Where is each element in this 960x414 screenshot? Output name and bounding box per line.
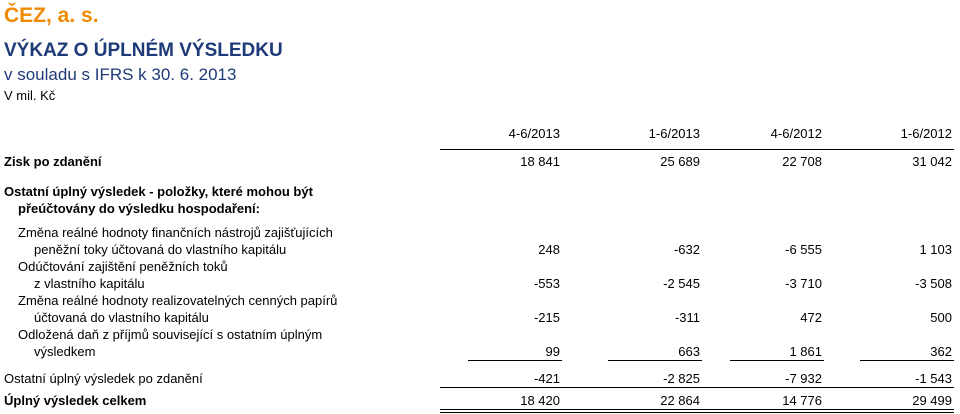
row-value: -311 xyxy=(674,310,700,325)
row-value: 29 499 xyxy=(912,393,952,408)
subtotal-rule xyxy=(468,360,562,361)
report-subtitle: v souladu s IFRS k 30. 6. 2013 xyxy=(4,65,237,84)
header-rule xyxy=(440,149,954,150)
row-value: -2 545 xyxy=(663,276,700,291)
row-value: 472 xyxy=(800,310,822,325)
row-label: z vlastního kapitálu xyxy=(34,276,145,291)
row-value: -6 555 xyxy=(785,242,822,257)
section-heading-line: Ostatní úplný výsledek - položky, které mohou být xyxy=(4,184,313,199)
row-value: -421 xyxy=(533,371,560,386)
section-heading-line: přeúčtovány do výsledku hospodaření: xyxy=(18,201,260,216)
row-value: 663 xyxy=(678,344,700,359)
row-value: 248 xyxy=(538,242,560,257)
row-value: 362 xyxy=(930,344,952,359)
row-label: Změna reálné hodnoty finančních nástrojů zajišťujících xyxy=(18,225,333,240)
row-value: -632 xyxy=(673,242,700,257)
row-value: 31 042 xyxy=(912,154,952,169)
row-label: účtovaná do vlastního kapitálu xyxy=(34,310,209,325)
row-value: 99 xyxy=(545,344,560,359)
row-value: 18 841 xyxy=(520,154,560,169)
row-value: -1 543 xyxy=(915,371,952,386)
total-rule xyxy=(440,387,954,388)
row-value: -215 xyxy=(533,310,560,325)
row-value: 25 689 xyxy=(660,154,700,169)
row-value: 14 776 xyxy=(782,393,822,408)
subtotal-rule xyxy=(608,360,702,361)
row-value: 1 861 xyxy=(789,344,822,359)
row-value: -7 932 xyxy=(785,371,822,386)
subtotal-rule xyxy=(730,360,824,361)
row-value: -2 825 xyxy=(663,371,700,386)
report-title: VÝKAZ O ÚPLNÉM VÝSLEDKU xyxy=(4,40,283,61)
row-value: 1 103 xyxy=(919,242,952,257)
row-value: 500 xyxy=(930,310,952,325)
row-label: výsledkem xyxy=(34,344,96,359)
row-label: Ostatní úplný výsledek po zdanění xyxy=(4,371,203,386)
double-rule-top xyxy=(440,409,954,410)
row-value: 18 420 xyxy=(520,393,560,408)
column-header: 4-6/2013 xyxy=(508,126,560,141)
subtotal-rule xyxy=(860,360,954,361)
row-value: -553 xyxy=(533,276,560,291)
row-value: -3 508 xyxy=(915,276,952,291)
row-label: Změna reálné hodnoty realizovatelných cenných papírů xyxy=(18,293,338,308)
column-header: 4-6/2012 xyxy=(770,126,822,141)
row-value: 22 708 xyxy=(782,154,822,169)
company-name: ČEZ, a. s. xyxy=(4,4,99,27)
double-rule-bottom xyxy=(440,412,954,413)
row-value: 22 864 xyxy=(660,393,700,408)
column-header: 1-6/2013 xyxy=(648,126,700,141)
row-label: Odúčtování zajištění peněžních toků xyxy=(18,259,228,274)
row-label: Zisk po zdanění xyxy=(4,154,102,169)
row-label: Odložená daň z příjmů související s ostatním úplným xyxy=(18,327,323,342)
row-value: -3 710 xyxy=(785,276,822,291)
column-header: 1-6/2012 xyxy=(900,126,952,141)
report-units: V mil. Kč xyxy=(4,88,56,103)
row-label: peněžní toky účtovaná do vlastního kapitálu xyxy=(34,242,287,257)
row-label: Úplný výsledek celkem xyxy=(4,393,147,408)
